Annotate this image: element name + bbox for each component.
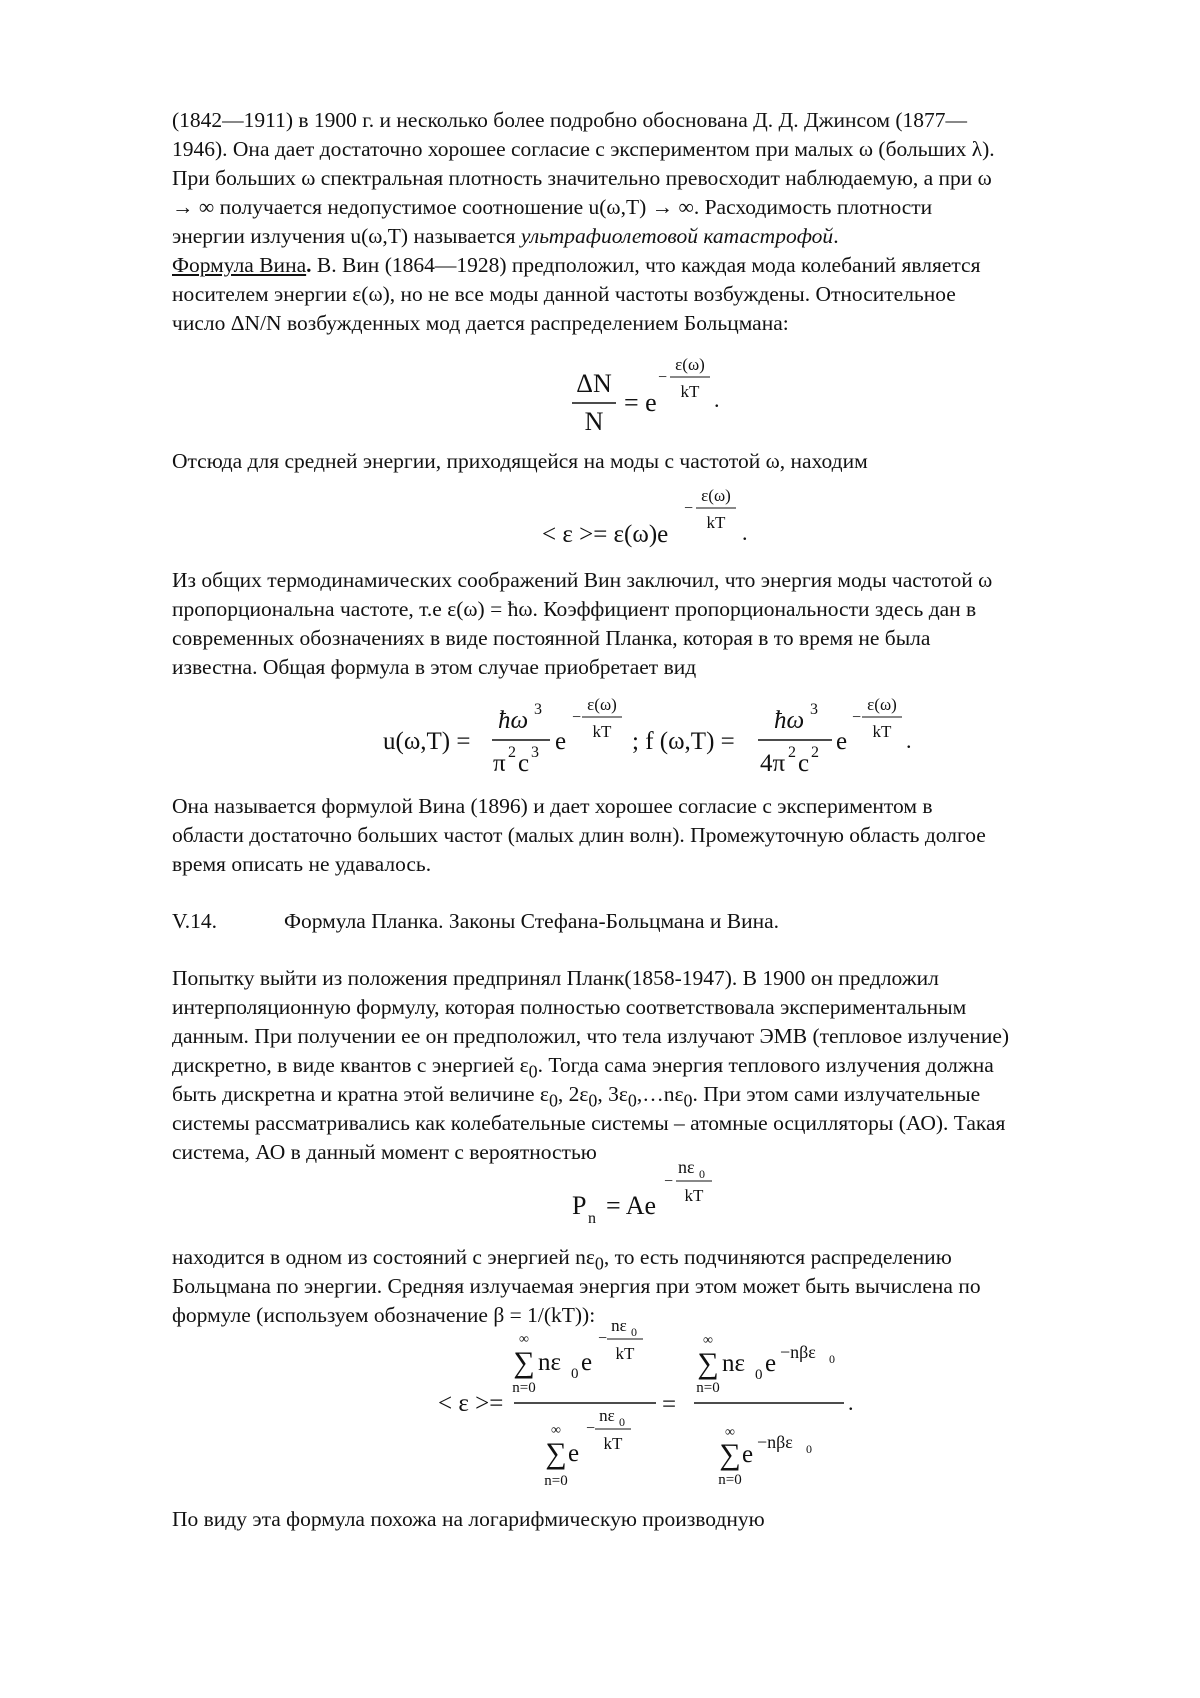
text-span: , 2ε bbox=[557, 1082, 589, 1106]
u-den-c-exp: 3 bbox=[531, 744, 539, 761]
text-line: Отсюда для средней энергии, приходящейся на моды с частотой ω, находим bbox=[172, 449, 868, 473]
text-line: Больцмана по энергии. Средняя излучаемая энергия при этом может быть вычислена по bbox=[172, 1274, 981, 1298]
f-den-4pi-exp: 2 bbox=[788, 744, 796, 761]
exp-base: e bbox=[765, 1350, 777, 1377]
text-line: данным. При получении ее он предположил, что тела излучают ЭМВ (тепловое излучение) bbox=[172, 1024, 1010, 1048]
sum-lower-limit: n=0 bbox=[512, 1380, 536, 1396]
exp-base: e bbox=[581, 1349, 593, 1376]
exponent-numerator-sub: 0 bbox=[631, 1325, 637, 1339]
sum-upper-limit: ∞ bbox=[519, 1332, 529, 1347]
u-den-pi-exp: 2 bbox=[508, 744, 516, 761]
text-line: носителем энергии ε(ω), но не все моды данной частоты возбуждены. Относительное bbox=[172, 282, 956, 306]
text-span: В. Вин (1864—1928) предположил, что каждая мода колебаний является bbox=[311, 253, 981, 277]
exponent-sign: − bbox=[658, 369, 668, 386]
f-fraction bbox=[758, 701, 832, 777]
formula-lhs: < ε >= ε(ω)e bbox=[542, 521, 669, 548]
sum-upper-limit: ∞ bbox=[703, 1333, 713, 1348]
exponent-numerator: ε(ω) bbox=[587, 695, 617, 714]
u-fraction bbox=[492, 701, 550, 777]
text-span: . При этом сами излучательные bbox=[692, 1082, 981, 1106]
sum-lower-limit: n=0 bbox=[718, 1472, 742, 1488]
f-numerator: ħω bbox=[774, 707, 805, 734]
subscript-0: 0 bbox=[571, 1366, 579, 1382]
exponent-numerator-sub: 0 bbox=[619, 1415, 625, 1429]
f-den-c-exp: 2 bbox=[811, 744, 819, 761]
n-epsilon: nε bbox=[722, 1350, 745, 1377]
exponent-denominator: kT bbox=[615, 1344, 635, 1363]
f-den-c: c bbox=[798, 750, 810, 777]
f-exp-base: e bbox=[836, 728, 848, 755]
text-span: быть дискретна и кратна этой величине ε bbox=[172, 1082, 549, 1106]
sum-upper-limit: ∞ bbox=[551, 1423, 561, 1438]
n-epsilon: nε bbox=[538, 1349, 561, 1376]
exponent-denominator: kT bbox=[706, 513, 726, 532]
text-line: Она называется формулой Вина (1896) и дает хорошее согласие с экспериментом в bbox=[172, 794, 933, 818]
wien-formula bbox=[383, 695, 912, 777]
sum-sign: ∑ bbox=[545, 1437, 567, 1470]
exponent-sign: − bbox=[586, 1420, 596, 1437]
end-dot: . bbox=[848, 1390, 854, 1415]
text-line: известна. Общая формула в этом случае приобретает вид bbox=[172, 655, 697, 679]
exponent: −nβε bbox=[780, 1342, 816, 1362]
text-line: (1842—1911) в 1900 г. и несколько более подробно обоснована Д. Д. Джинсом (1877— bbox=[172, 108, 968, 132]
text-line: число ΔN/N возбужденных мод дается распределением Больцмана: bbox=[172, 311, 789, 335]
exp-base: e bbox=[568, 1440, 580, 1467]
end-dot: . bbox=[742, 520, 748, 545]
exponent: −nβε bbox=[757, 1432, 793, 1452]
formula-lhs: < ε >= bbox=[438, 1390, 504, 1417]
exponent-numerator-sub: 0 bbox=[699, 1167, 705, 1181]
section-title: Формула Планка. Законы Стефана-Больцмана и Вина. bbox=[284, 909, 780, 933]
fraction-numerator: ΔN bbox=[576, 369, 612, 398]
text-line: По виду эта формула похожа на логарифмическую производную bbox=[172, 1507, 765, 1531]
f-den-4pi: 4π bbox=[760, 750, 786, 777]
exponent-denominator: kT bbox=[592, 722, 612, 741]
text-line: формуле (используем обозначение β = 1/(kT)): bbox=[172, 1303, 596, 1327]
exponent-sign: − bbox=[684, 500, 694, 517]
subscript-0: 0 bbox=[755, 1367, 763, 1383]
sum-upper-limit: ∞ bbox=[725, 1425, 735, 1440]
exp-base: e bbox=[742, 1441, 754, 1468]
p-subscript: n bbox=[588, 1210, 596, 1227]
text-span: , 3ε bbox=[597, 1082, 628, 1106]
exponent-sub: 0 bbox=[829, 1352, 835, 1366]
exponent-denominator: kT bbox=[603, 1434, 623, 1453]
subscript: 0 bbox=[548, 1090, 558, 1111]
text-line: система, АО в данный момент с вероятностью bbox=[172, 1140, 597, 1164]
equals-ae: = Ae bbox=[606, 1191, 657, 1220]
bold-dot: . bbox=[306, 253, 312, 277]
subscript: 0 bbox=[627, 1090, 637, 1111]
text-line: современных обозначениях в виде постоянной Планка, которая в то время не была bbox=[172, 626, 931, 650]
sum-sign: ∑ bbox=[513, 1346, 535, 1379]
text-line: При больших ω спектральная плотность значительно превосходит наблюдаемую, а при ω bbox=[172, 166, 992, 190]
text-line: интерполяционную формулу, которая полностью соответствовала экспериментальным bbox=[172, 995, 967, 1019]
exponent-numerator: nε bbox=[678, 1157, 695, 1177]
text-span: дискретно, в виде квантов с энергией ε bbox=[172, 1053, 529, 1077]
probability-formula bbox=[572, 1157, 712, 1227]
section-number: V.14. bbox=[172, 909, 218, 933]
exponent-sign: − bbox=[664, 1173, 674, 1190]
end-dot: . bbox=[906, 728, 912, 753]
equals-e: = e bbox=[624, 388, 657, 417]
mean-energy-formula bbox=[542, 486, 748, 548]
exponent-numerator: ε(ω) bbox=[867, 695, 897, 714]
u-numerator: ħω bbox=[498, 707, 529, 734]
exponent-sign: − bbox=[572, 709, 582, 726]
p-symbol: P bbox=[572, 1191, 587, 1220]
exponent-numerator: nε bbox=[599, 1406, 615, 1425]
exponent-sign: − bbox=[598, 1330, 608, 1347]
exponent-denominator: kT bbox=[680, 382, 700, 401]
sum-sign: ∑ bbox=[719, 1438, 741, 1471]
wien-formula-term: Формула Вина bbox=[172, 253, 307, 277]
text-span: энергии излучения u(ω,T) называется bbox=[172, 224, 521, 248]
text-line: время описать не удавалось. bbox=[172, 852, 432, 876]
exponent-denominator: kT bbox=[872, 722, 892, 741]
text-span: находится в одном из состояний с энергией nε bbox=[172, 1245, 595, 1269]
mean-energy-sum-formula bbox=[438, 1316, 854, 1489]
exponent-numerator: ε(ω) bbox=[675, 355, 705, 374]
boltzmann-ratio-formula bbox=[572, 355, 720, 436]
sum-sign: ∑ bbox=[697, 1347, 719, 1380]
subscript: 0 bbox=[528, 1061, 538, 1082]
u-numerator-exp: 3 bbox=[534, 701, 542, 718]
exponent-sub: 0 bbox=[806, 1442, 812, 1456]
text-line: Из общих термодинамических соображений Вин заключил, что энергия моды частотой ω bbox=[172, 568, 993, 592]
text-span: ,…nε bbox=[636, 1082, 684, 1106]
subscript: 0 bbox=[683, 1090, 693, 1111]
exponent-numerator: nε bbox=[611, 1316, 627, 1335]
u-den-c: c bbox=[518, 750, 530, 777]
fraction-denominator: N bbox=[584, 407, 604, 436]
text-line: Попытку выйти из положения предпринял Планк(1858-1947). В 1900 он предложил bbox=[172, 966, 939, 990]
text-span: . Тогда сама энергия теплового излучения должна bbox=[537, 1053, 994, 1077]
text-line: области достаточно больших частот (малых длин волн). Промежуточную область долгое bbox=[172, 823, 986, 847]
f-lhs: ; f (ω,T) = bbox=[632, 728, 735, 755]
f-numerator-exp: 3 bbox=[810, 701, 818, 718]
sum-lower-limit: n=0 bbox=[696, 1380, 720, 1396]
equals: = bbox=[662, 1391, 677, 1418]
text-line: 1946). Она дает достаточно хорошее согласие с экспериментом при малых ω (больших λ). bbox=[172, 137, 995, 161]
text-line: → ∞ получается недопустимое соотношение u(ω,T) → ∞. Расходимость плотности bbox=[172, 195, 933, 219]
subscript: 0 bbox=[588, 1090, 598, 1111]
text-line: системы рассматривались как колебательные системы – атомные осцилляторы (АО). Такая bbox=[172, 1111, 1006, 1135]
exponent-sign: − bbox=[852, 709, 862, 726]
end-dot: . bbox=[714, 387, 720, 412]
u-lhs: u(ω,T) = bbox=[383, 728, 471, 755]
exponent-denominator: kT bbox=[684, 1186, 704, 1205]
subscript: 0 bbox=[594, 1253, 604, 1274]
u-den-pi: π bbox=[493, 750, 506, 777]
text-line: пропорциональна частоте, т.е ε(ω) = ħω. Коэффициент пропорциональности здесь дан в bbox=[172, 597, 977, 621]
text-span: , то есть подчиняются распределению bbox=[603, 1245, 952, 1269]
italic-term: ультрафиолетовой катастрофой bbox=[520, 224, 834, 248]
exponent-numerator: ε(ω) bbox=[701, 486, 731, 505]
u-exp-base: e bbox=[555, 728, 567, 755]
sum-lower-limit: n=0 bbox=[544, 1473, 568, 1489]
text-span: . bbox=[833, 224, 839, 248]
